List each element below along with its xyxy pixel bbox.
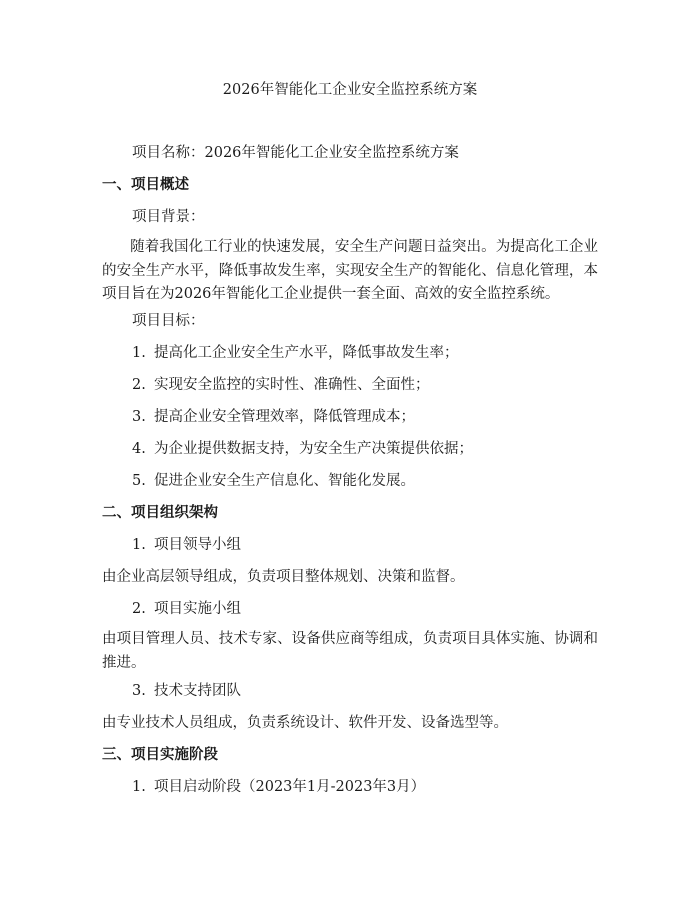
- section-heading-stages: 三、项目实施阶段: [102, 747, 218, 763]
- project-name: 项目名称：2026年智能化工企业安全监控系统方案: [132, 145, 459, 161]
- list-number: 3.: [132, 409, 146, 425]
- group-item: [132, 534, 241, 556]
- document-title: 2026年智能化工企业安全监控系统方案: [222, 82, 478, 98]
- list-text: 提高企业安全管理效率，降低管理成本；: [154, 409, 415, 425]
- section-heading-overview: 一、项目概述: [102, 177, 189, 193]
- background-text: 随着我国化工行业的快速发展，安全生产问题日益突出。为提高化工企业的安全生产水平，降低事故发生率，实现安全生产的智能化、信息化管理，本项目旨在为2026年智能化工企业提供一套全面、高效的安全监控系统。: [102, 239, 598, 302]
- list-number: 4.: [132, 441, 146, 457]
- group-name: 项目领导小组: [154, 537, 241, 553]
- list-item: [132, 342, 459, 364]
- group-name: 技术支持团队: [154, 683, 241, 699]
- list-item: [132, 374, 430, 396]
- list-number: 2.: [132, 377, 146, 393]
- stage-text: 项目启动阶段（2023年1月-2023年3月）: [154, 779, 426, 795]
- list-text: 提高化工企业安全生产水平，降低事故发生率；: [154, 345, 459, 361]
- group-description: 由专业技术人员组成，负责系统设计、软件开发、设备选型等。: [102, 715, 508, 731]
- list-number: 5.: [132, 473, 146, 489]
- goals-label: 项目目标：: [132, 313, 205, 329]
- group-description: 由项目管理人员、技术专家、设备供应商等组成，负责项目具体实施、协调和推进。: [102, 631, 598, 671]
- background-paragraph: [102, 236, 598, 307]
- list-number: 2.: [132, 601, 146, 617]
- list-number: 1.: [132, 345, 146, 361]
- list-item: [132, 438, 473, 460]
- list-text: 实现安全监控的实时性、准确性、全面性；: [154, 377, 430, 393]
- stage-item: [132, 776, 425, 798]
- list-text: 促进企业安全生产信息化、智能化发展。: [154, 473, 415, 489]
- group-item: [132, 680, 241, 702]
- section-heading-organization: 二、项目组织架构: [102, 505, 218, 521]
- list-item: [132, 470, 415, 492]
- list-number: 3.: [132, 683, 146, 699]
- group-item: [132, 598, 241, 620]
- list-item: [132, 406, 415, 428]
- background-label: 项目背景：: [132, 209, 205, 225]
- list-number: 1.: [132, 537, 146, 553]
- list-text: 为企业提供数据支持，为安全生产决策提供依据；: [154, 441, 473, 457]
- group-name: 项目实施小组: [154, 601, 241, 617]
- group-description: 由企业高层领导组成，负责项目整体规划、决策和监督。: [102, 569, 465, 585]
- list-number: 1.: [132, 779, 146, 795]
